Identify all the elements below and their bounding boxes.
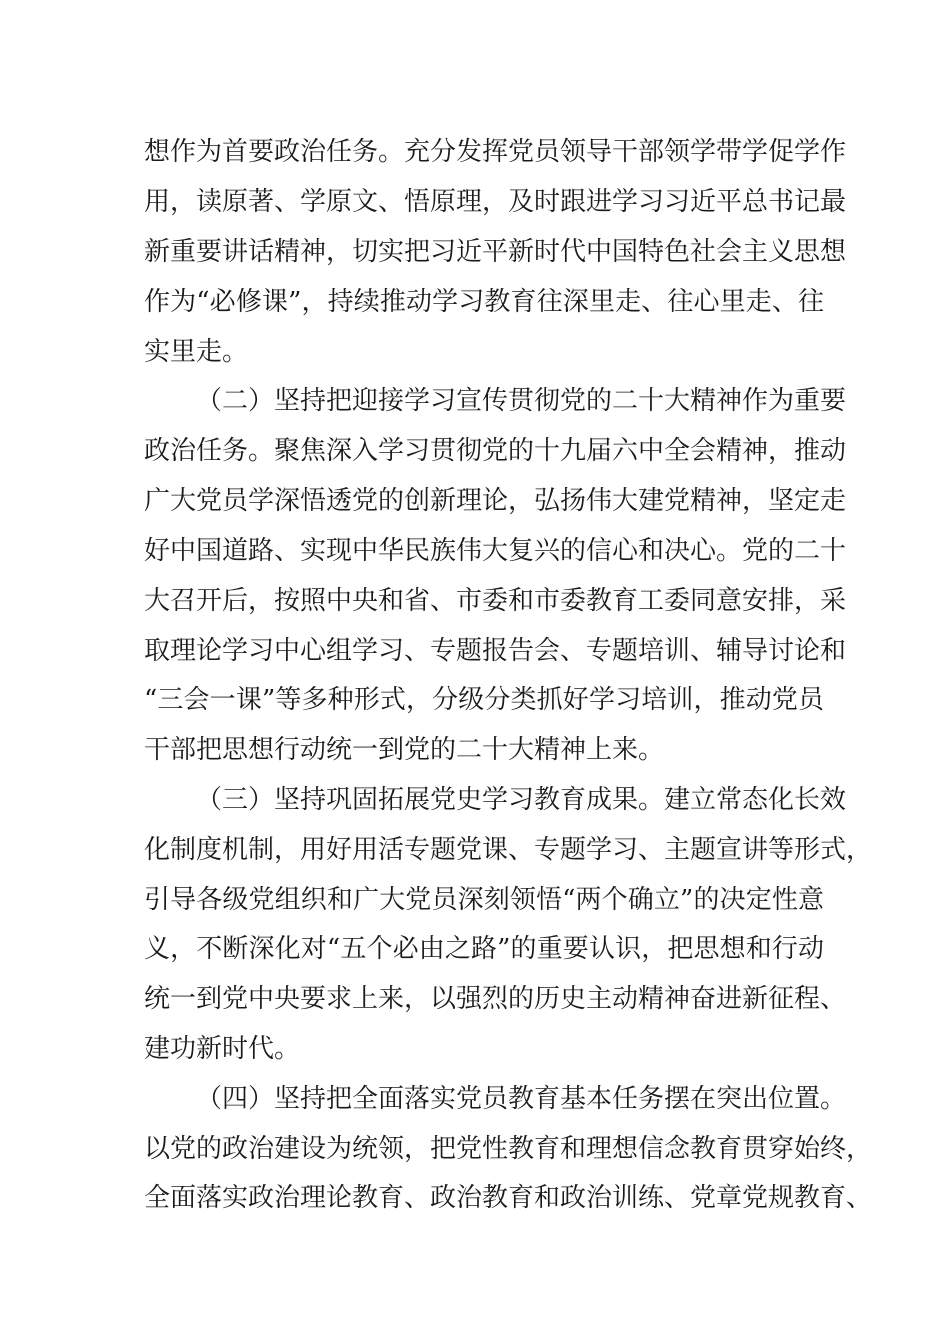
text-line: 实里走。 xyxy=(144,337,249,367)
text-line: 用，读原著、学原文、悟原理，及时跟进学习习近平总书记最 xyxy=(144,187,847,217)
text-line: 建功新时代。 xyxy=(144,1034,301,1064)
text-line: 想作为首要政治任务。充分发挥党员领导干部领学带学促学作 xyxy=(144,137,847,167)
paragraph-heading-line: （四）坚持把全面落实党员教育基本任务摆在突出位置。 xyxy=(196,1084,847,1114)
text-line: 作为“必修课”，持续推动学习教育往深里走、往心里走、往 xyxy=(144,287,824,317)
text-line: 义，不断深化对“五个必由之路”的重要认识，把思想和行动 xyxy=(144,934,824,964)
text-line: 广大党员学深悟透党的创新理论，弘扬伟大建党精神，坚定走 xyxy=(144,486,847,516)
text-line: 引导各级党组织和广大党员深刻领悟“两个确立”的决定性意 xyxy=(144,885,824,915)
text-line: “三会一课”等多种形式，分级分类抓好学习培训，推动党员 xyxy=(144,685,824,715)
text-line: 新重要讲话精神，切实把习近平新时代中国特色社会主义思想 xyxy=(144,237,847,267)
paragraph-heading-line: （三）坚持巩固拓展党史学习教育成果。建立常态化长效 xyxy=(196,785,847,815)
text-line: 政治任务。聚焦深入学习贯彻党的十九届六中全会精神，推动 xyxy=(144,436,847,466)
text-line: 全面落实政治理论教育、政治教育和政治训练、党章党规教育、 xyxy=(144,1183,873,1213)
text-line: 取理论学习中心组学习、专题报告会、专题培训、辅导讨论和 xyxy=(144,636,847,666)
paragraph-heading-line: （二）坚持把迎接学习宣传贯彻党的二十大精神作为重要 xyxy=(196,386,847,416)
text-line: 统一到党中央要求上来，以强烈的历史主动精神奋进新征程、 xyxy=(144,984,847,1014)
text-line: 好中国道路、实现中华民族伟大复兴的信心和决心。党的二十 xyxy=(144,536,847,566)
text-line: 干部把思想行动统一到党的二十大精神上来。 xyxy=(144,735,665,765)
text-line: 以党的政治建设为统领，把党性教育和理想信念教育贯穿始终， xyxy=(144,1134,873,1164)
text-line: 大召开后，按照中央和省、市委和市委教育工委同意安排，采 xyxy=(144,586,847,616)
text-line: 化制度机制，用好用活专题党课、专题学习、主题宣讲等形式， xyxy=(144,835,873,865)
